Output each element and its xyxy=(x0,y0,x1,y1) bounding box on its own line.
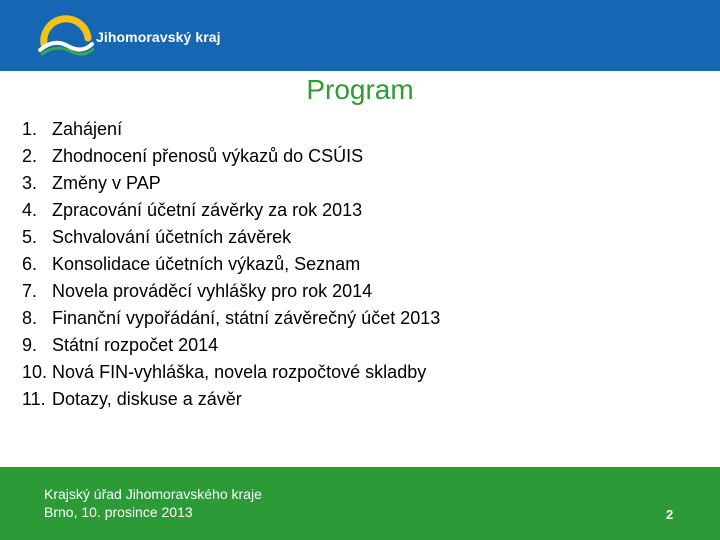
agenda-item-number: 1. xyxy=(22,119,38,139)
footer-organization: Krajský úřad Jihomoravského kraje xyxy=(44,486,262,502)
agenda-item-text: Dotazy, diskuse a závěr xyxy=(52,389,242,409)
agenda-item-text: Novela prováděcí vyhlášky pro rok 2014 xyxy=(52,281,373,301)
page-number: 2 xyxy=(666,507,674,522)
footer-date: Brno, 10. prosince 2013 xyxy=(44,504,193,520)
logo-text: Jihomoravský kraj xyxy=(96,29,221,45)
agenda-item-text: Nová FIN-vyhláška, novela rozpočtové skladby xyxy=(52,362,427,382)
agenda-item-text: Zhodnocení přenosů výkazů do CSÚIS xyxy=(52,146,364,166)
agenda-item-number: 2. xyxy=(22,146,38,166)
page-title-text: Program xyxy=(306,74,414,105)
agenda-item xyxy=(22,197,440,224)
agenda-item-text: Zpracování účetní závěrky za rok 2013 xyxy=(52,200,363,220)
agenda-list xyxy=(22,116,440,413)
agenda-item xyxy=(22,359,440,386)
agenda-item xyxy=(22,305,440,332)
agenda-item-text: Státní rozpočet 2014 xyxy=(52,335,219,355)
page-title xyxy=(0,74,720,106)
agenda-item-number: 6. xyxy=(22,254,38,274)
agenda-item-number: 3. xyxy=(22,173,38,193)
agenda-item xyxy=(22,278,440,305)
agenda-item-text: Změny v PAP xyxy=(52,173,161,193)
agenda-item-number: 11. xyxy=(22,389,46,409)
agenda-item-number: 8. xyxy=(22,308,38,328)
agenda-item-number: 7. xyxy=(22,281,38,301)
agenda-item xyxy=(22,332,440,359)
header-bar xyxy=(0,0,720,71)
agenda-item xyxy=(22,224,440,251)
agenda-item-text: Finanční vypořádání, státní závěrečný účet 2013 xyxy=(52,308,441,328)
footer-bar xyxy=(0,467,720,540)
agenda-item xyxy=(22,116,440,143)
agenda-item xyxy=(22,143,440,170)
agenda-item-number: 10. xyxy=(22,362,48,382)
jihomoravsky-kraj-logo-icon xyxy=(38,14,94,56)
agenda-item-number: 4. xyxy=(22,200,38,220)
agenda-item-text: Zahájení xyxy=(52,119,123,139)
agenda-item-text: Konsolidace účetních výkazů, Seznam xyxy=(52,254,361,274)
agenda-item-text: Schvalování účetních závěrek xyxy=(52,227,292,247)
footer-info xyxy=(44,485,262,521)
agenda-item-number: 9. xyxy=(22,335,38,355)
agenda-item xyxy=(22,386,440,413)
agenda-item-number: 5. xyxy=(22,227,38,247)
agenda-item xyxy=(22,170,440,197)
agenda-item xyxy=(22,251,440,278)
